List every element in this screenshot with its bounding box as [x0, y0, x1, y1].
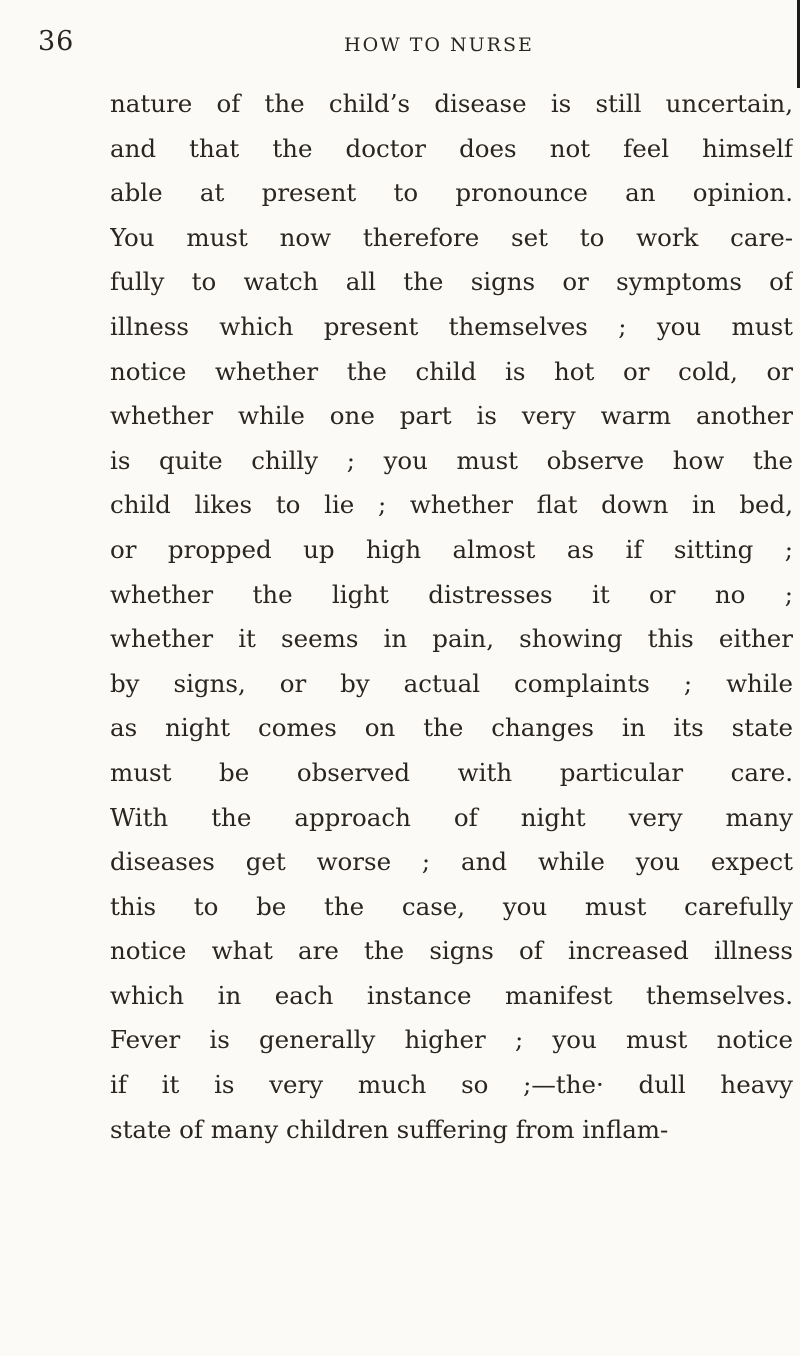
text-line: must be observed with particular care. [110, 757, 793, 787]
text-line: this to be the case, you must carefully [110, 891, 793, 921]
running-head: HOW TO NURSE [344, 34, 534, 56]
text-line: as night comes on the changes in its state [110, 713, 793, 743]
text-line: which in each instance manifest themselves. [110, 980, 793, 1010]
text-line: state of many children suffering from inflam- [110, 1114, 669, 1144]
text-line: notice whether the child is hot or cold, or [110, 356, 793, 386]
text-line: if it is very much so ;—the· dull heavy [110, 1070, 793, 1100]
text-line: whether the light distresses it or no ; [110, 579, 793, 609]
text-line: and that the doctor does not feel himself [110, 133, 793, 163]
text-line: You must now therefore set to work care- [110, 222, 793, 252]
text-line: diseases get worse ; and while you expect [110, 847, 793, 877]
page-header [0, 26, 800, 68]
page-number: 36 [38, 26, 75, 57]
text-line: illness which present themselves ; you must [110, 311, 793, 341]
text-line: notice what are the signs of increased illness [110, 936, 793, 966]
text-line: nature of the child’s disease is still uncertain, [110, 89, 793, 118]
text-line: fully to watch all the signs or symptoms of [110, 267, 793, 297]
text-line: is quite chilly ; you must observe how the [110, 445, 793, 475]
text-line: child likes to lie ; whether flat down in bed, [110, 490, 793, 520]
text-line: whether it seems in pain, showing this either [110, 624, 793, 654]
text-line: With the approach of night very many [110, 802, 793, 832]
text-line: able at present to pronounce an opinion. [110, 178, 793, 208]
text-line: whether while one part is very warm another [110, 401, 793, 431]
text-line: or propped up high almost as if sitting ; [110, 534, 793, 564]
text-line: by signs, or by actual complaints ; while [110, 668, 793, 698]
body-text [110, 82, 793, 1152]
text-line: Fever is generally higher ; you must notice [110, 1025, 793, 1055]
